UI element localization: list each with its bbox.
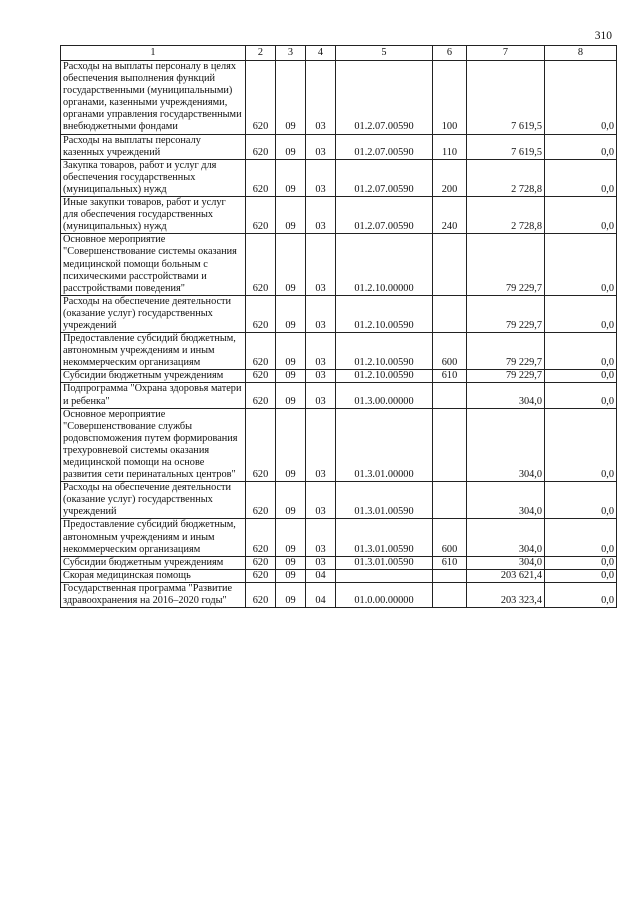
col-4-cell: 04 bbox=[306, 569, 336, 582]
col-3-cell: 09 bbox=[276, 408, 306, 482]
row-name: Государственная программа "Развитие здравоохранения на 2016–2020 годы" bbox=[61, 582, 246, 607]
table-row bbox=[61, 383, 617, 408]
col-5-cell: 01.2.07.00590 bbox=[336, 61, 433, 135]
col-4-cell: 03 bbox=[306, 333, 336, 370]
column-number-row bbox=[61, 46, 617, 61]
col-7-cell: 7 619,5 bbox=[467, 134, 545, 159]
col-5-cell: 01.3.01.00590 bbox=[336, 482, 433, 519]
col-5-cell: 01.2.07.00590 bbox=[336, 134, 433, 159]
col-4-cell: 03 bbox=[306, 556, 336, 569]
table-row bbox=[61, 569, 617, 582]
col-7-cell: 7 619,5 bbox=[467, 61, 545, 135]
table-row bbox=[61, 134, 617, 159]
col-5-cell: 01.2.10.00590 bbox=[336, 370, 433, 383]
col-2-cell: 620 bbox=[246, 556, 276, 569]
col-4-cell: 03 bbox=[306, 234, 336, 295]
table-row bbox=[61, 519, 617, 556]
col-7-cell: 304,0 bbox=[467, 519, 545, 556]
row-name: Предоставление субсидий бюджетным, автономным учреждениям и иным некоммерческим организациям bbox=[61, 333, 246, 370]
col-2-cell: 620 bbox=[246, 569, 276, 582]
col-5-cell: 01.2.10.00000 bbox=[336, 234, 433, 295]
row-name: Основное мероприятие "Совершенствование службы родовспоможения путем формирования трехуровневой системы оказания медицинской помощи на основе развития сети перинатальных центров" bbox=[61, 408, 246, 482]
table-row bbox=[61, 234, 617, 295]
col-6-cell: 110 bbox=[433, 134, 467, 159]
col-6-cell: 240 bbox=[433, 197, 467, 234]
col-5-cell bbox=[336, 569, 433, 582]
col-8-cell: 0,0 bbox=[545, 370, 617, 383]
col-2-cell: 620 bbox=[246, 197, 276, 234]
col-5-cell: 01.3.01.00590 bbox=[336, 519, 433, 556]
col-8-cell: 0,0 bbox=[545, 134, 617, 159]
row-name: Субсидии бюджетным учреждениям bbox=[61, 556, 246, 569]
col-8-cell: 0,0 bbox=[545, 408, 617, 482]
col-6-cell bbox=[433, 383, 467, 408]
col-2-cell: 620 bbox=[246, 134, 276, 159]
col-7-cell: 304,0 bbox=[467, 482, 545, 519]
col-6-cell: 600 bbox=[433, 333, 467, 370]
col-5-cell: 01.3.01.00590 bbox=[336, 556, 433, 569]
row-name: Закупка товаров, работ и услуг для обеспечения государственных (муниципальных) нужд bbox=[61, 159, 246, 196]
col-6-cell bbox=[433, 569, 467, 582]
col-6-cell: 600 bbox=[433, 519, 467, 556]
row-name: Расходы на обеспечение деятельности (оказание услуг) государственных учреждений bbox=[61, 482, 246, 519]
col-4-cell: 03 bbox=[306, 159, 336, 196]
col-4-cell: 03 bbox=[306, 134, 336, 159]
col-8-cell: 0,0 bbox=[545, 556, 617, 569]
row-name: Расходы на выплаты персоналу казенных учреждений bbox=[61, 134, 246, 159]
col-4-cell: 03 bbox=[306, 370, 336, 383]
col-2-cell: 620 bbox=[246, 582, 276, 607]
col-4-cell: 03 bbox=[306, 408, 336, 482]
col-4-cell: 03 bbox=[306, 519, 336, 556]
col-6-cell: 100 bbox=[433, 61, 467, 135]
col-3-cell: 09 bbox=[276, 519, 306, 556]
col-4-cell: 04 bbox=[306, 582, 336, 607]
col-5-cell: 01.2.10.00590 bbox=[336, 333, 433, 370]
col-6-cell bbox=[433, 408, 467, 482]
col-8-cell: 0,0 bbox=[545, 234, 617, 295]
col-3-cell: 09 bbox=[276, 370, 306, 383]
col-3-cell: 09 bbox=[276, 197, 306, 234]
col-5-cell: 01.2.10.00590 bbox=[336, 295, 433, 332]
col-6-cell bbox=[433, 582, 467, 607]
row-name: Предоставление субсидий бюджетным, автономным учреждениям и иным некоммерческим организациям bbox=[61, 519, 246, 556]
page-number: 310 bbox=[594, 30, 612, 42]
col-3-cell: 09 bbox=[276, 333, 306, 370]
row-name: Скорая медицинская помощь bbox=[61, 569, 246, 582]
col-6-cell bbox=[433, 482, 467, 519]
col-7-cell: 304,0 bbox=[467, 408, 545, 482]
col-2-cell: 620 bbox=[246, 370, 276, 383]
row-name: Основное мероприятие "Совершенствование системы оказания медицинской помощи больным с психическими расстройствами и расстройствами поведения" bbox=[61, 234, 246, 295]
col-3-cell: 09 bbox=[276, 61, 306, 135]
col-6-cell bbox=[433, 234, 467, 295]
column-header: 6 bbox=[433, 46, 467, 61]
table-row bbox=[61, 582, 617, 607]
col-4-cell: 03 bbox=[306, 482, 336, 519]
col-3-cell: 09 bbox=[276, 295, 306, 332]
col-6-cell: 610 bbox=[433, 556, 467, 569]
col-5-cell: 01.2.07.00590 bbox=[336, 159, 433, 196]
col-2-cell: 620 bbox=[246, 333, 276, 370]
table-row bbox=[61, 482, 617, 519]
col-8-cell: 0,0 bbox=[545, 197, 617, 234]
table-row bbox=[61, 295, 617, 332]
col-8-cell: 0,0 bbox=[545, 383, 617, 408]
col-2-cell: 620 bbox=[246, 482, 276, 519]
col-8-cell: 0,0 bbox=[545, 569, 617, 582]
col-4-cell: 03 bbox=[306, 61, 336, 135]
col-8-cell: 0,0 bbox=[545, 482, 617, 519]
col-4-cell: 03 bbox=[306, 197, 336, 234]
col-8-cell: 0,0 bbox=[545, 582, 617, 607]
col-3-cell: 09 bbox=[276, 383, 306, 408]
column-header: 1 bbox=[61, 46, 246, 61]
col-8-cell: 0,0 bbox=[545, 159, 617, 196]
col-7-cell: 2 728,8 bbox=[467, 197, 545, 234]
table-row bbox=[61, 197, 617, 234]
col-6-cell: 610 bbox=[433, 370, 467, 383]
col-3-cell: 09 bbox=[276, 556, 306, 569]
row-name: Расходы на обеспечение деятельности (оказание услуг) государственных учреждений bbox=[61, 295, 246, 332]
col-7-cell: 2 728,8 bbox=[467, 159, 545, 196]
col-2-cell: 620 bbox=[246, 295, 276, 332]
col-5-cell: 01.0.00.00000 bbox=[336, 582, 433, 607]
row-name: Субсидии бюджетным учреждениям bbox=[61, 370, 246, 383]
col-7-cell: 79 229,7 bbox=[467, 234, 545, 295]
col-3-cell: 09 bbox=[276, 234, 306, 295]
col-3-cell: 09 bbox=[276, 159, 306, 196]
col-2-cell: 620 bbox=[246, 408, 276, 482]
col-8-cell: 0,0 bbox=[545, 295, 617, 332]
col-2-cell: 620 bbox=[246, 159, 276, 196]
col-5-cell: 01.2.07.00590 bbox=[336, 197, 433, 234]
col-7-cell: 203 621,4 bbox=[467, 569, 545, 582]
table-row bbox=[61, 556, 617, 569]
table-row bbox=[61, 408, 617, 482]
table-row bbox=[61, 159, 617, 196]
col-7-cell: 203 323,4 bbox=[467, 582, 545, 607]
col-2-cell: 620 bbox=[246, 519, 276, 556]
table-row bbox=[61, 333, 617, 370]
col-4-cell: 03 bbox=[306, 295, 336, 332]
row-name: Иные закупки товаров, работ и услуг для обеспечения государственных (муниципальных) нужд bbox=[61, 197, 246, 234]
budget-table bbox=[60, 45, 617, 608]
col-5-cell: 01.3.01.00000 bbox=[336, 408, 433, 482]
column-header: 8 bbox=[545, 46, 617, 61]
col-3-cell: 09 bbox=[276, 582, 306, 607]
table-row bbox=[61, 370, 617, 383]
col-2-cell: 620 bbox=[246, 234, 276, 295]
column-header: 3 bbox=[276, 46, 306, 61]
table-row bbox=[61, 61, 617, 135]
col-8-cell: 0,0 bbox=[545, 333, 617, 370]
col-5-cell: 01.3.00.00000 bbox=[336, 383, 433, 408]
col-7-cell: 79 229,7 bbox=[467, 333, 545, 370]
col-3-cell: 09 bbox=[276, 482, 306, 519]
col-4-cell: 03 bbox=[306, 383, 336, 408]
col-2-cell: 620 bbox=[246, 383, 276, 408]
col-7-cell: 79 229,7 bbox=[467, 295, 545, 332]
col-3-cell: 09 bbox=[276, 569, 306, 582]
column-header: 7 bbox=[467, 46, 545, 61]
row-name: Расходы на выплаты персоналу в целях обеспечения выполнения функций государственными (муниципальными) органами, казенными учреждениями, органами управления государственными внебюджетными фондами bbox=[61, 61, 246, 135]
col-7-cell: 304,0 bbox=[467, 383, 545, 408]
col-7-cell: 79 229,7 bbox=[467, 370, 545, 383]
col-2-cell: 620 bbox=[246, 61, 276, 135]
col-6-cell: 200 bbox=[433, 159, 467, 196]
column-header: 4 bbox=[306, 46, 336, 61]
row-name: Подпрограмма "Охрана здоровья матери и ребенка" bbox=[61, 383, 246, 408]
col-8-cell: 0,0 bbox=[545, 61, 617, 135]
col-7-cell: 304,0 bbox=[467, 556, 545, 569]
col-3-cell: 09 bbox=[276, 134, 306, 159]
col-8-cell: 0,0 bbox=[545, 519, 617, 556]
column-header: 5 bbox=[336, 46, 433, 61]
col-6-cell bbox=[433, 295, 467, 332]
column-header: 2 bbox=[246, 46, 276, 61]
